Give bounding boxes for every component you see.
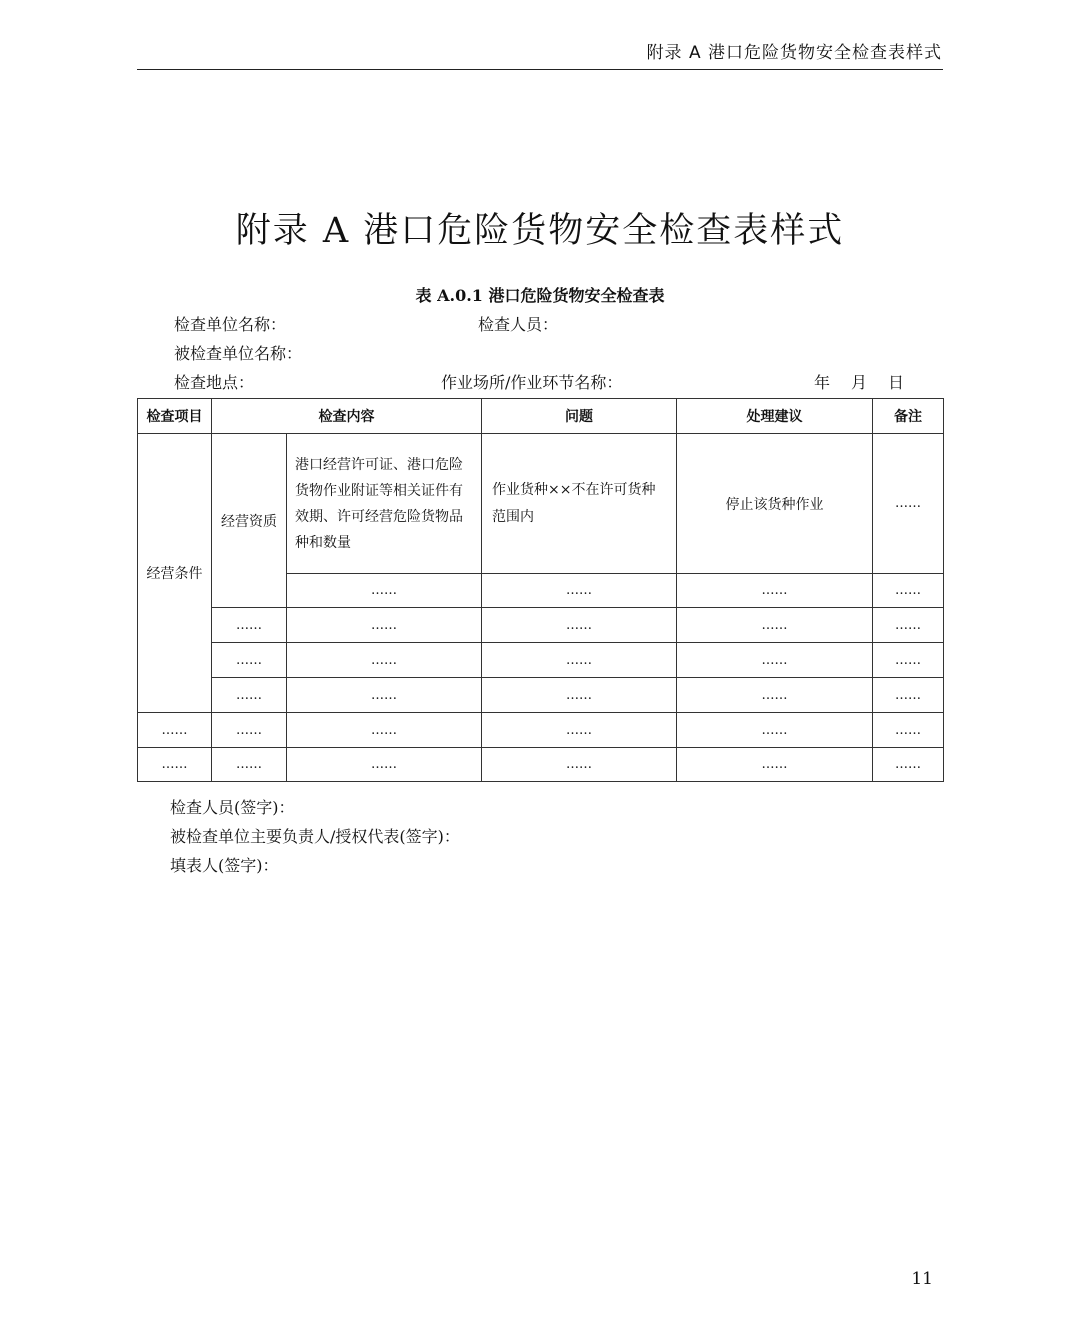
ellipsis-cell: ……: [482, 748, 677, 782]
header-problem: 问题: [482, 399, 677, 434]
ellipsis-cell: ……: [677, 678, 873, 713]
ellipsis-cell: ……: [873, 574, 944, 608]
date-month: 月: [851, 373, 868, 392]
ellipsis-cell: ……: [482, 608, 677, 643]
table-caption: 表 A.0.1 港口危险货物安全检查表: [415, 286, 665, 305]
ellipsis-cell: ……: [212, 748, 287, 782]
ellipsis-cell: ……: [677, 574, 873, 608]
ellipsis-cell: ……: [677, 713, 873, 748]
category-cell: 经营条件: [138, 434, 212, 713]
header-content: 检查内容: [212, 399, 482, 434]
ellipsis-cell: ……: [677, 608, 873, 643]
suggestion-cell: 停止该货种作业: [677, 434, 873, 574]
ellipsis-cell: ……: [677, 748, 873, 782]
ellipsis-cell: ……: [482, 574, 677, 608]
ellipsis-cell: ……: [482, 643, 677, 678]
inspector-signature-label: 检查人员(签字)：: [170, 798, 295, 817]
ellipsis-cell: ……: [287, 713, 482, 748]
page-title: 附录 A 港口危险货物安全检查表样式: [235, 211, 845, 251]
table-row: [138, 608, 944, 643]
content-cell: 港口经营许可证、港口危险货物作业附证等相关证件有效期、许可经营危险货物品种和数量: [287, 434, 482, 574]
ellipsis-cell: ……: [287, 574, 482, 608]
ellipsis-cell: ……: [677, 643, 873, 678]
ellipsis-cell: ……: [287, 748, 482, 782]
header-item: 检查项目: [138, 399, 212, 434]
filler-signature-label: 填表人(签字)：: [170, 856, 279, 875]
responsible-signature-label: 被检查单位主要负责人/授权代表(签字)：: [170, 827, 460, 846]
ellipsis-cell: ……: [287, 643, 482, 678]
work-site-label: 作业场所/作业环节名称：: [441, 373, 623, 392]
ellipsis-cell: ……: [287, 608, 482, 643]
ellipsis-cell: ……: [873, 748, 944, 782]
ellipsis-cell: ……: [138, 713, 212, 748]
inspector-label: 检查人员：: [478, 315, 559, 334]
inspected-unit-label: 被检查单位名称：: [174, 344, 303, 363]
ellipsis-cell: ……: [482, 678, 677, 713]
table-row: [138, 678, 944, 713]
date-year: 年: [814, 373, 831, 392]
location-label: 检查地点：: [174, 373, 255, 392]
ellipsis-cell: ……: [873, 713, 944, 748]
ellipsis-cell: ……: [212, 608, 287, 643]
date-day: 日: [888, 373, 905, 392]
running-head: 附录 A 港口危险货物安全检查表样式: [646, 43, 942, 63]
table-header-row: [138, 399, 944, 434]
table-row: [138, 748, 944, 782]
ellipsis-cell: ……: [873, 643, 944, 678]
ellipsis-cell: ……: [212, 643, 287, 678]
ellipsis-cell: ……: [482, 713, 677, 748]
ellipsis-cell: ……: [212, 713, 287, 748]
ellipsis-cell: ……: [138, 748, 212, 782]
sub-category-cell: 经营资质: [212, 434, 287, 608]
header-remark: 备注: [873, 399, 944, 434]
table-row: [138, 434, 944, 574]
table-row: [138, 713, 944, 748]
header-suggestion: 处理建议: [677, 399, 873, 434]
table-row: [138, 643, 944, 678]
remark-cell: ……: [873, 434, 944, 574]
ellipsis-cell: ……: [287, 678, 482, 713]
header-rule: [137, 69, 943, 70]
inspect-unit-label: 检查单位名称：: [174, 315, 287, 334]
inspection-table: [137, 398, 944, 782]
problem-cell: 作业货种××不在许可货种范围内: [482, 434, 677, 574]
ellipsis-cell: ……: [873, 678, 944, 713]
ellipsis-cell: ……: [212, 678, 287, 713]
page-number: 11: [911, 1269, 933, 1289]
ellipsis-cell: ……: [873, 608, 944, 643]
